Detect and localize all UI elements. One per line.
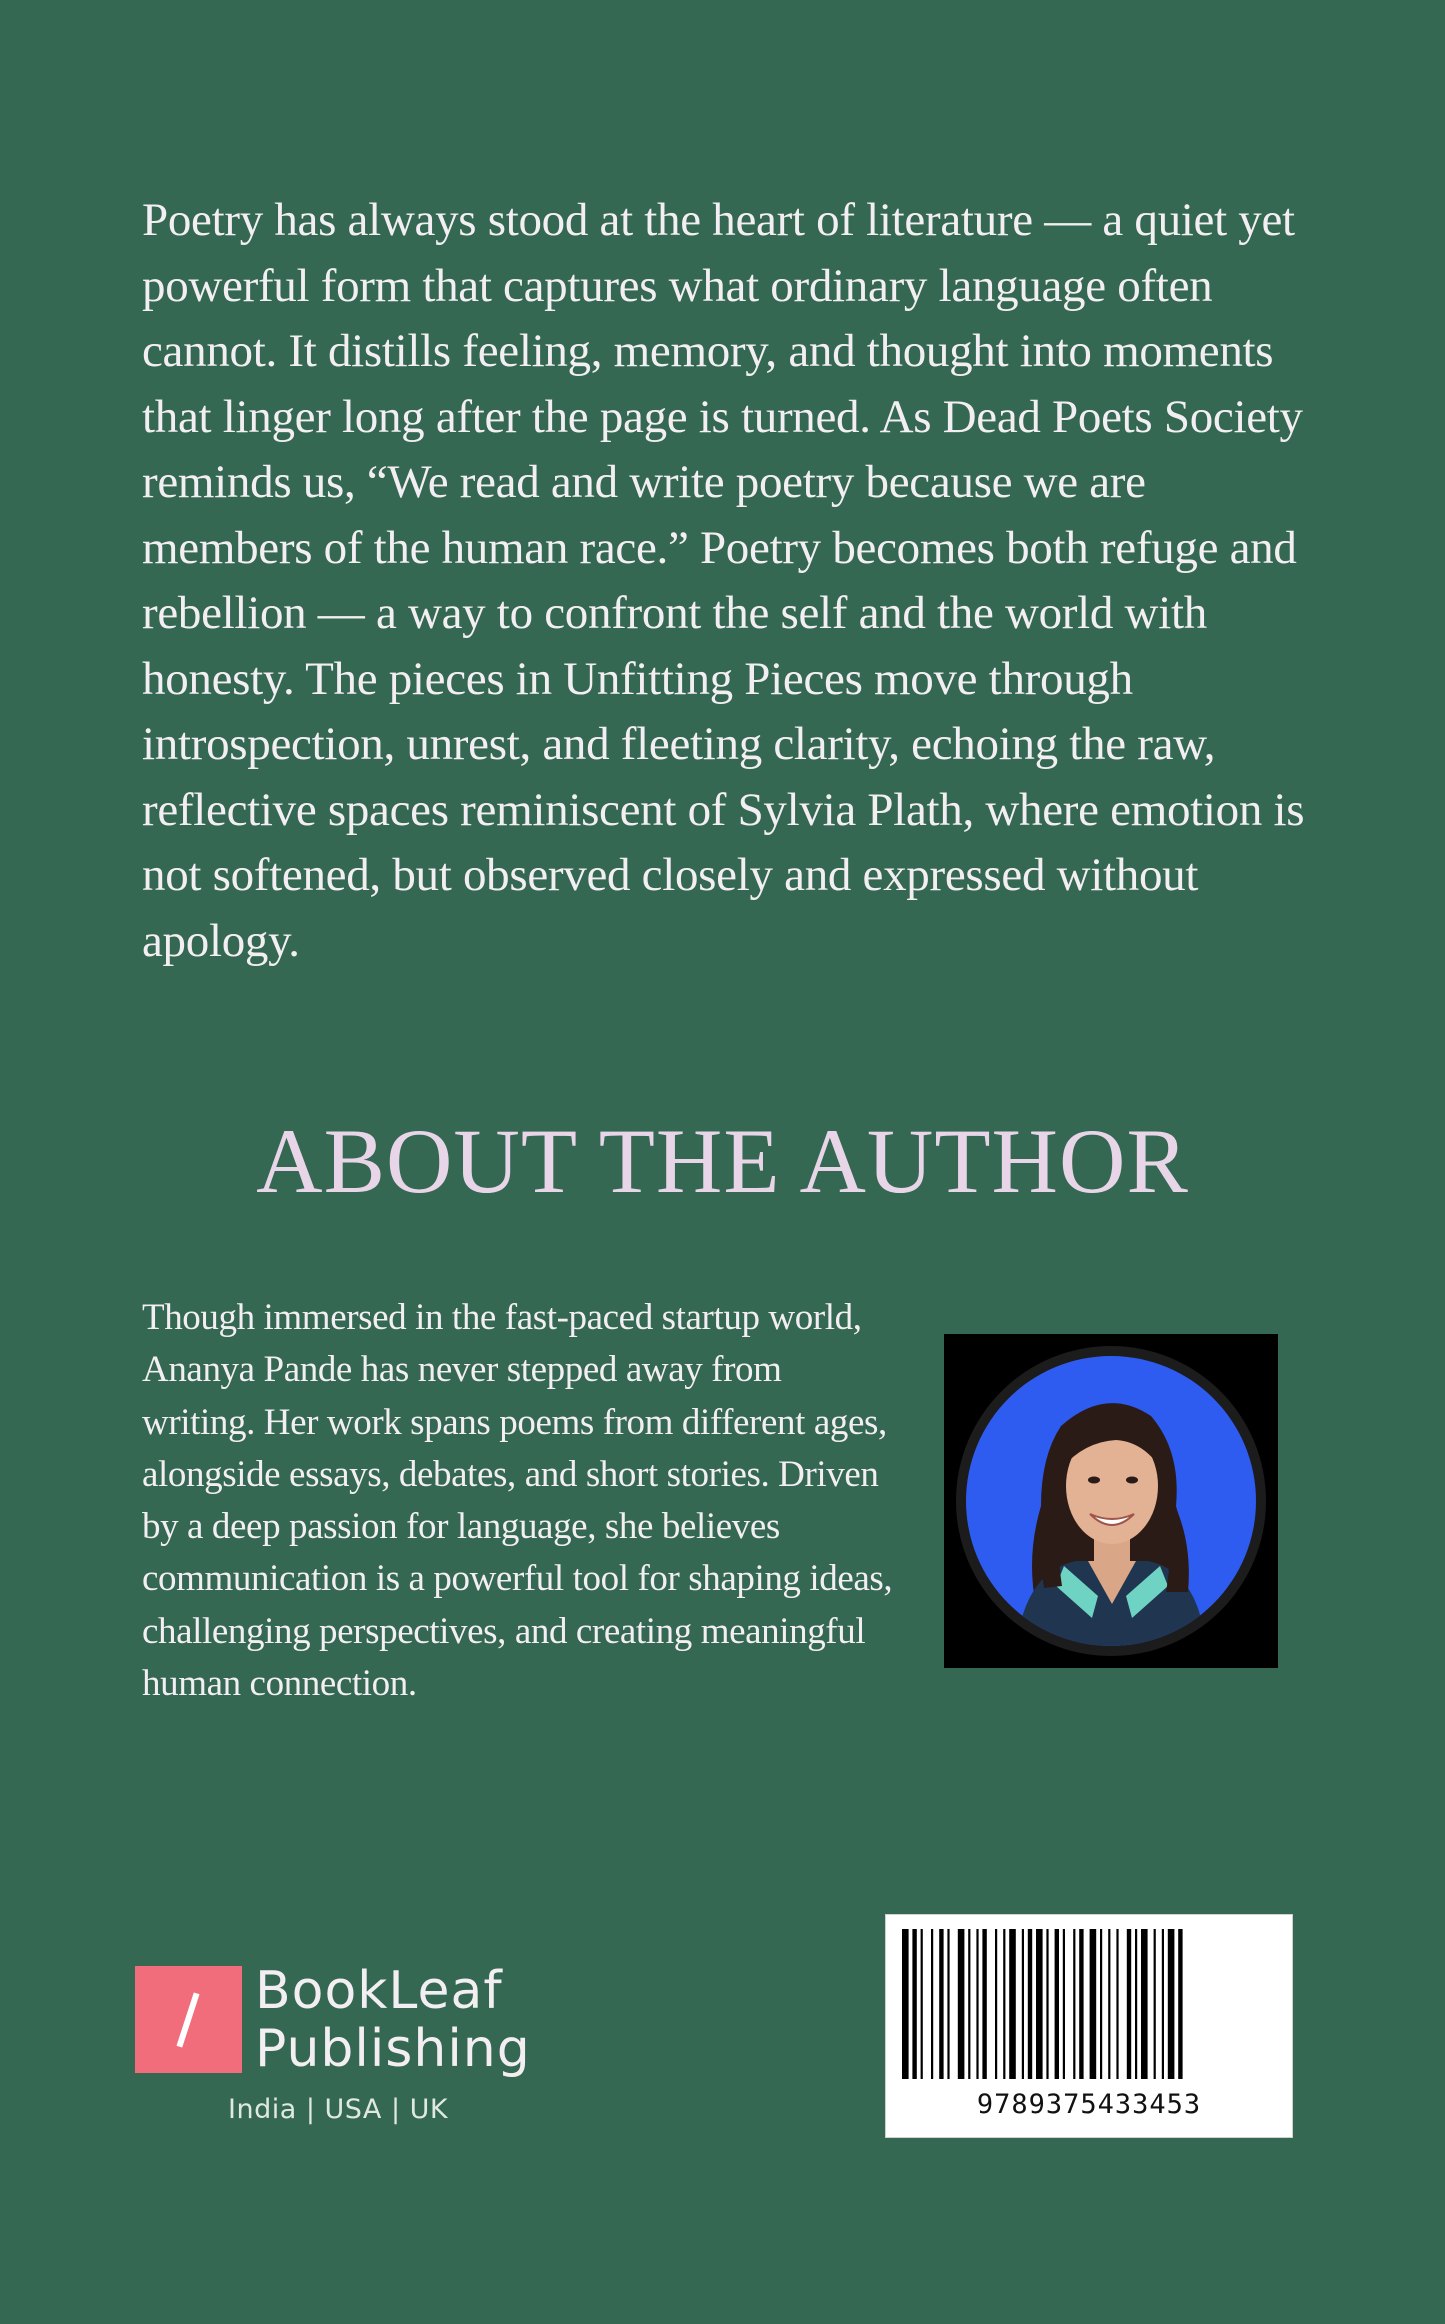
- barcode-bar: [1141, 1929, 1148, 2079]
- barcode-bar: [1079, 1929, 1083, 2079]
- barcode-bar: [1100, 1929, 1102, 2079]
- barcode-bar: [921, 1929, 923, 2079]
- publisher-regions: India | USA | UK: [228, 2094, 449, 2125]
- publisher-name-line1: BookLeaf: [255, 1961, 503, 2021]
- barcode-bar: [1154, 1929, 1156, 2079]
- barcode-bar: [1108, 1929, 1110, 2079]
- barcode-bar: [1009, 1929, 1016, 2079]
- barcode-bar: [1028, 1929, 1032, 2079]
- back-cover-blurb: Poetry has always stood at the heart of literature — a quiet yet powerful form that captures what ordinary language often cannot. It distills feeling, memory, and thought into moments that linger long after the page is turned. As Dead Poets Society reminds us, “We read and write poetry because we are members of the human race.” Poetry becomes both refuge and rebellion — a way to confront the self and the world with honesty. The pieces in Unfitting Pieces move through introspection, unrest, and fleeting clarity, echoing the raw, reflective spaces reminiscent of Sylvia Plath, where emotion is not softened, but observed closely and expressed without apology.: [142, 194, 1305, 967]
- barcode-bar: [1178, 1929, 1182, 2079]
- barcode-bar: [947, 1929, 949, 2079]
- barcode-bar: [982, 1929, 986, 2079]
- barcode-bar: [1090, 1929, 1097, 2079]
- barcode-bar: [1046, 1929, 1048, 2079]
- barcode-bar: [1036, 1929, 1043, 2079]
- barcode-bar: [931, 1929, 933, 2079]
- barcode-bars: [886, 1915, 1292, 2085]
- barcode-bar: [976, 1929, 978, 2079]
- isbn-number: 9789375433453: [976, 2089, 1202, 2120]
- barcode-bar: [902, 1929, 909, 2079]
- publisher-logo: [135, 1962, 555, 2132]
- barcode-bar: [1168, 1929, 1175, 2079]
- slash-logo-icon: [135, 1966, 242, 2073]
- barcode-bar: [995, 1929, 997, 2079]
- publisher-name-line2: Publishing: [255, 2019, 531, 2079]
- isbn-barcode: [885, 1914, 1293, 2138]
- barcode-bar: [1055, 1929, 1059, 2079]
- barcode-bar: [1003, 1929, 1005, 2079]
- barcode-bar: [968, 1929, 970, 2079]
- author-portrait-illustration: [966, 1356, 1256, 1646]
- barcode-bar: [1127, 1929, 1131, 2079]
- author-photo: [944, 1334, 1278, 1668]
- barcode-bar: [1116, 1929, 1118, 2079]
- barcode-bar: [1162, 1929, 1164, 2079]
- barcode-bar: [1135, 1929, 1137, 2079]
- barcode-bar: [1022, 1929, 1024, 2079]
- publisher-name: [255, 1962, 531, 2078]
- barcode-bar: [958, 1929, 965, 2079]
- barcode-bar: [1063, 1929, 1065, 2079]
- barcode-bar: [912, 1929, 916, 2079]
- author-bio: Though immersed in the fast-paced startup world, Ananya Pande has never stepped away from writing. Her work spans poems from different ages, alongside essays, debates, and short stories. Driven by a deep passion for language, she believes communication is a powerful tool for shaping ideas, challenging perspectives, and creating meaningful human connection.: [142, 1297, 893, 1705]
- barcode-bar: [939, 1929, 943, 2079]
- about-author-heading: ABOUT THE AUTHOR: [256, 1110, 1189, 1212]
- barcode-bar: [1073, 1929, 1075, 2079]
- author-portrait: [966, 1356, 1256, 1646]
